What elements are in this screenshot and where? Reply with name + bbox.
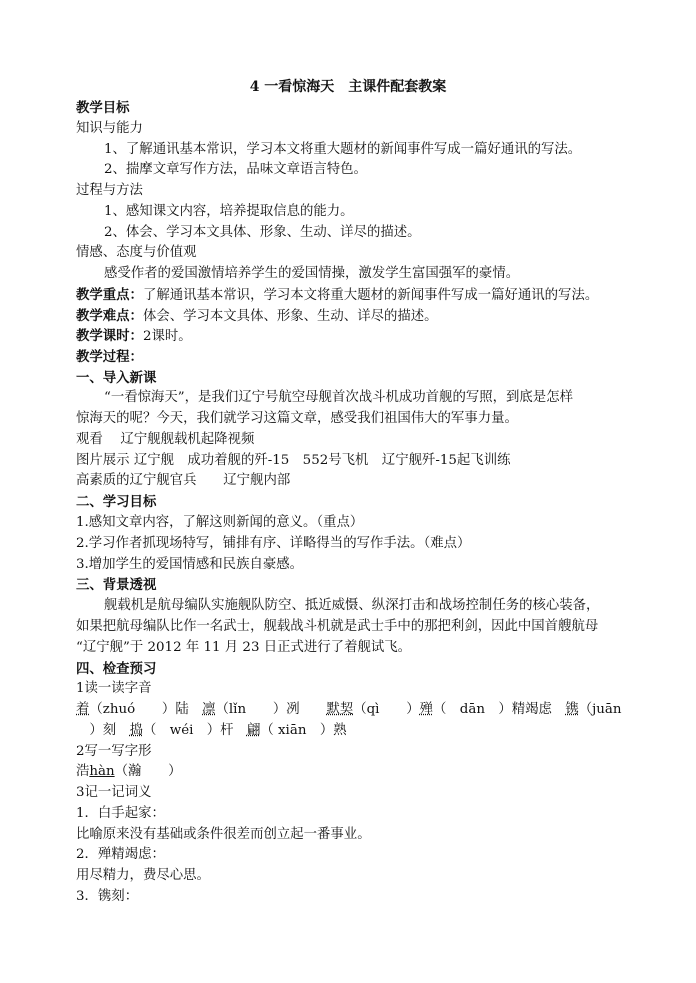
pinyin-word: 捣: [129, 723, 143, 738]
process-item: 2、体会、学习本文具体、形象、生动、详尽的描述。: [104, 225, 421, 240]
knowledge-item: 2、揣摩文章写作方法，品味文章语言特色。: [104, 162, 367, 177]
video-line: 观看 辽宁舰舰载机起降视频: [76, 432, 255, 447]
glyph-pinyin: hàn: [89, 764, 115, 779]
glyph-prefix: 浩: [76, 764, 90, 779]
subsection-label: 1读一读字音: [76, 681, 152, 696]
goal-item: 1.感知文章内容，了解这则新闻的意义。（重点）: [76, 515, 364, 530]
background-paragraph: 舰载机是航母编队实施舰队防空、抵近威慑、纵深打击和战场控制任务的核心装备，: [104, 598, 600, 613]
pinyin-word: 默契: [326, 702, 354, 717]
subsection-label: 2写一写字形: [76, 744, 152, 759]
pinyin-word: 镌: [565, 702, 579, 717]
background-paragraph: 如果把航母编队比作一名武士，舰载战斗机就是武士手中的那把利剑，因此中国首艘航母: [76, 619, 599, 634]
teaching-hours-text: 2课时。: [142, 329, 192, 344]
knowledge-item: 1、了解通讯基本常识，学习本文将重大题材的新闻事件写成一篇好通讯的写法。: [104, 142, 582, 157]
pinyin-answer: （qì ）: [353, 702, 420, 717]
pinyin-answer: （ dān ）精竭虑: [433, 702, 566, 717]
teaching-hours: [76, 327, 192, 346]
vocab-term: 3．镌刻：: [76, 889, 139, 904]
pinyin-word: 着: [76, 702, 90, 717]
process-item: 1、感知课文内容，培养提取信息的能力。: [104, 204, 354, 219]
process-label: 过程与方法: [76, 183, 143, 198]
glyph-suffix: （瀚 ）: [114, 764, 182, 779]
teaching-hours-label: 教学课时：: [76, 328, 143, 344]
pinyin-word: 殚: [419, 702, 434, 717]
glyph-line: [76, 763, 182, 781]
images-line: 高素质的辽宁舰官兵 辽宁舰内部: [76, 473, 291, 488]
images-line: 图片展示 辽宁舰 成功着舰的歼-15 552号飞机 辽宁舰歼-15起飞训练: [76, 453, 511, 468]
key-point-text: 了解通讯基本常识，学习本文将重大题材的新闻事件写成一篇好通讯的写法。: [142, 288, 599, 303]
objectives-heading: 教学目标: [76, 100, 130, 116]
pinyin-line: [76, 701, 622, 719]
section-heading: 一、导入新课: [76, 370, 157, 386]
pinyin-word: 翩: [246, 723, 261, 738]
section-heading: 四、检查预习: [76, 661, 157, 677]
knowledge-label: 知识与能力: [76, 121, 143, 136]
pinyin-answer: （ xiān ）熟: [260, 723, 347, 738]
key-point: [76, 286, 598, 305]
pinyin-answer: （ wéi ）杆: [142, 723, 247, 738]
emotion-text: 感受作者的爱国激情培养学生的爱国情操，激发学生富国强军的豪情。: [104, 266, 520, 281]
difficult-point-text: 体会、学习本文具体、形象、生动、详尽的描述。: [142, 309, 438, 324]
vocab-term: 1．白手起家：: [76, 806, 165, 821]
pinyin-answer: （juān: [578, 702, 622, 717]
process-heading: 教学过程：: [76, 349, 143, 365]
pinyin-answer: ）刻: [76, 723, 130, 738]
key-point-label: 教学重点：: [76, 287, 143, 303]
section-heading: 三、背景透视: [76, 577, 157, 593]
goal-item: 3.增加学生的爱国情感和民族自豪感。: [76, 557, 304, 572]
vocab-term: 2．殚精竭虑：: [76, 847, 165, 862]
difficult-point-label: 教学难点：: [76, 308, 143, 324]
section-paragraph: “一看惊海天”，是我们辽宁号航空母舰首次战斗机成功首舰的写照，到底是怎样: [104, 390, 573, 405]
vocab-definition: 用尽精力，费尽心思。: [76, 868, 210, 883]
page-title: 4 一看惊海天 主课件配套教案: [249, 79, 447, 95]
pinyin-answer: （lǐn ）冽: [215, 702, 327, 717]
background-paragraph: “辽宁舰”于 2012 年 11 月 23 日正式进行了着舰试飞。: [76, 640, 412, 655]
pinyin-answer: （zhuó ）陆: [89, 702, 203, 717]
vocab-definition: 比喻原来没有基础或条件很差而创立起一番事业。: [76, 827, 371, 842]
emotion-label: 情感、态度与价值观: [76, 245, 197, 260]
pinyin-word: 凛: [202, 702, 216, 717]
difficult-point: [76, 307, 438, 326]
pinyin-line: [76, 722, 347, 740]
section-paragraph: 惊海天的呢？今天，我们就学习这篇文章，感受我们祖国伟大的军事力量。: [76, 411, 518, 426]
goal-item: 2.学习作者抓现场特写，铺排有序、详略得当的写作手法。（难点）: [76, 536, 471, 551]
subsection-label: 3记一记词义: [76, 785, 152, 800]
section-heading: 二、学习目标: [76, 494, 157, 510]
